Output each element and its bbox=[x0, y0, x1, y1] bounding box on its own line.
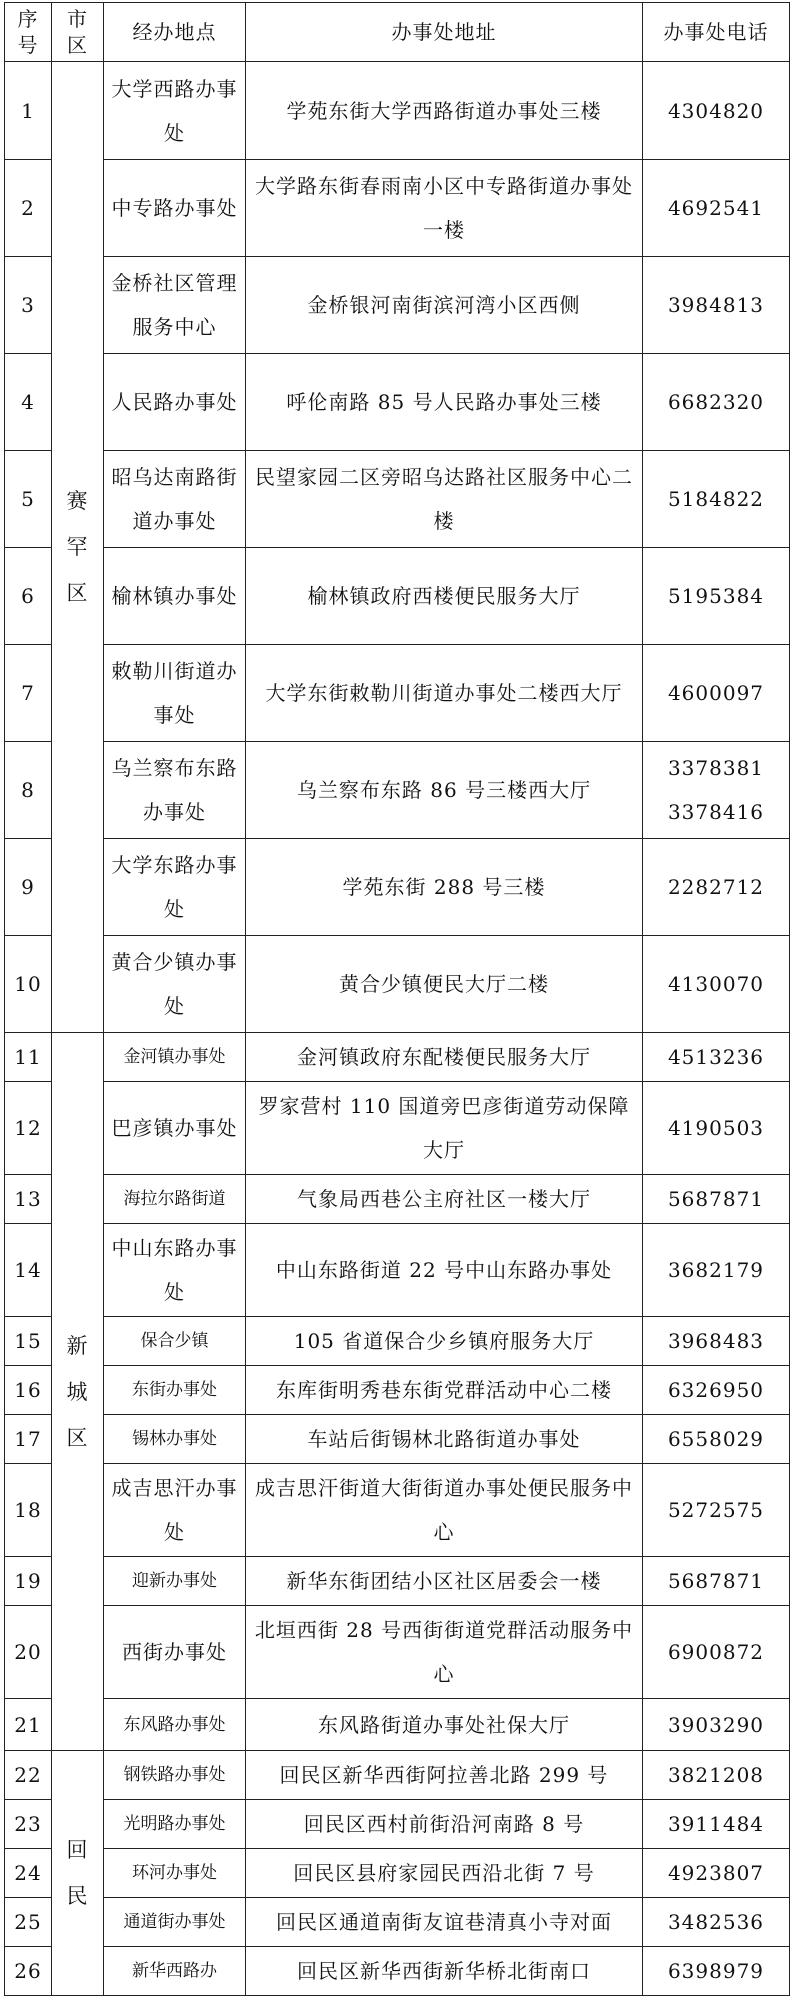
header-phone: 办事处电话 bbox=[643, 3, 790, 62]
office-name: 金桥社区管理服务中心 bbox=[104, 257, 246, 354]
office-address: 东库街明秀巷东街党群活动中心二楼 bbox=[246, 1366, 643, 1415]
office-phone bbox=[643, 548, 790, 645]
office-address: 大学路东街春雨南小区中专路街道办事处一楼 bbox=[246, 160, 643, 257]
office-directory-table bbox=[4, 2, 790, 1996]
office-phone bbox=[643, 451, 790, 548]
phone-number: 5184822 bbox=[667, 487, 765, 511]
table-row bbox=[5, 1699, 790, 1751]
table-row bbox=[5, 1317, 790, 1366]
row-index: 20 bbox=[5, 1606, 52, 1699]
office-address: 金桥银河南街滨河湾小区西侧 bbox=[246, 257, 643, 354]
office-address: 大学东街敕勒川街道办事处二楼西大厅 bbox=[246, 645, 643, 742]
office-name: 人民路办事处 bbox=[104, 354, 246, 451]
phone-number: 5687871 bbox=[667, 1569, 765, 1593]
table-row bbox=[5, 1751, 790, 1800]
office-name: 昭乌达南路街道办事处 bbox=[104, 451, 246, 548]
row-index: 8 bbox=[5, 742, 52, 839]
table-row bbox=[5, 1224, 790, 1317]
office-address: 学苑东街 288 号三楼 bbox=[246, 839, 643, 936]
row-index: 24 bbox=[5, 1849, 52, 1898]
row-index: 11 bbox=[5, 1033, 52, 1082]
office-address: 新华东街团结小区社区居委会一楼 bbox=[246, 1557, 643, 1606]
district-cell bbox=[52, 1033, 104, 1751]
district-cell bbox=[52, 62, 104, 1033]
office-phone bbox=[643, 1947, 790, 1996]
phone-number: 3911484 bbox=[667, 1812, 765, 1836]
office-name: 黄合少镇办事处 bbox=[104, 936, 246, 1033]
phone-number: 6900872 bbox=[667, 1640, 765, 1664]
office-name: 大学东路办事处 bbox=[104, 839, 246, 936]
phone-number: 4190503 bbox=[667, 1116, 765, 1140]
row-index: 12 bbox=[5, 1082, 52, 1175]
phone-number: 5195384 bbox=[667, 584, 765, 608]
row-index: 15 bbox=[5, 1317, 52, 1366]
phone-number: 4692541 bbox=[667, 196, 765, 220]
row-index: 16 bbox=[5, 1366, 52, 1415]
office-address: 黄合少镇便民大厅二楼 bbox=[246, 936, 643, 1033]
office-address: 回民区通道南街友谊巷清真小寺对面 bbox=[246, 1898, 643, 1947]
office-phone bbox=[643, 1606, 790, 1699]
phone-number: 3482536 bbox=[667, 1910, 765, 1934]
table-row bbox=[5, 354, 790, 451]
phone-number: 3903290 bbox=[667, 1712, 765, 1737]
header-address: 办事处地址 bbox=[246, 3, 643, 62]
office-phone bbox=[643, 1033, 790, 1082]
table-row bbox=[5, 548, 790, 645]
office-phone bbox=[643, 62, 790, 160]
office-phone bbox=[643, 1751, 790, 1800]
table-row bbox=[5, 451, 790, 548]
district-name: 赛罕区 bbox=[66, 489, 89, 605]
table-row bbox=[5, 1033, 790, 1082]
row-index: 25 bbox=[5, 1898, 52, 1947]
phone-number: 6558029 bbox=[667, 1427, 765, 1451]
office-phone bbox=[643, 936, 790, 1033]
office-phone bbox=[643, 1898, 790, 1947]
office-name: 中山东路办事处 bbox=[104, 1224, 246, 1317]
phone-number: 6682320 bbox=[667, 390, 765, 414]
row-index: 23 bbox=[5, 1800, 52, 1849]
office-address: 金河镇政府东配楼便民服务大厅 bbox=[246, 1033, 643, 1082]
phone-number: 4130070 bbox=[667, 972, 765, 996]
header-office: 经办地点 bbox=[104, 3, 246, 62]
row-index: 3 bbox=[5, 257, 52, 354]
office-address: 北垣西街 28 号西街街道党群活动服务中心 bbox=[246, 1606, 643, 1699]
office-name: 巴彦镇办事处 bbox=[104, 1082, 246, 1175]
office-phone bbox=[643, 645, 790, 742]
row-index: 18 bbox=[5, 1464, 52, 1557]
phone-number: 4304820 bbox=[667, 98, 765, 123]
office-name: 乌兰察布东路办事处 bbox=[104, 742, 246, 839]
office-address: 回民区新华西街阿拉善北路 299 号 bbox=[246, 1751, 643, 1800]
office-address: 回民区县府家园民西沿北街 7 号 bbox=[246, 1849, 643, 1898]
office-address: 回民区西村前街沿河南路 8 号 bbox=[246, 1800, 643, 1849]
phone-number: 3821208 bbox=[667, 1763, 765, 1787]
office-name: 榆林镇办事处 bbox=[104, 548, 246, 645]
office-name: 通道街办事处 bbox=[104, 1898, 246, 1947]
phone-number: 2282712 bbox=[667, 875, 765, 899]
office-address: 民望家园二区旁昭乌达路社区服务中心二楼 bbox=[246, 451, 643, 548]
phone-number: 3682179 bbox=[667, 1258, 765, 1282]
row-index: 26 bbox=[5, 1947, 52, 1996]
office-phone bbox=[643, 1317, 790, 1366]
office-address: 榆林镇政府西楼便民服务大厅 bbox=[246, 548, 643, 645]
office-address: 学苑东街大学西路街道办事处三楼 bbox=[246, 62, 643, 160]
row-index: 14 bbox=[5, 1224, 52, 1317]
header-district: 市区 bbox=[52, 3, 104, 62]
phone-number: 3968483 bbox=[667, 1329, 765, 1353]
office-name: 海拉尔路街道 bbox=[104, 1175, 246, 1224]
table-row bbox=[5, 62, 790, 160]
office-address: 车站后街锡林北路街道办事处 bbox=[246, 1415, 643, 1464]
office-name: 锡林办事处 bbox=[104, 1415, 246, 1464]
row-index: 9 bbox=[5, 839, 52, 936]
table-row bbox=[5, 1557, 790, 1606]
office-phone bbox=[643, 1082, 790, 1175]
row-index: 1 bbox=[5, 62, 52, 160]
office-name: 迎新办事处 bbox=[104, 1557, 246, 1606]
table-row bbox=[5, 1800, 790, 1849]
office-name: 中专路办事处 bbox=[104, 160, 246, 257]
office-address: 中山东路街道 22 号中山东路办事处 bbox=[246, 1224, 643, 1317]
row-index: 7 bbox=[5, 645, 52, 742]
table-row bbox=[5, 1415, 790, 1464]
office-phone bbox=[643, 1415, 790, 1464]
phone-number: 4600097 bbox=[667, 681, 765, 705]
office-phone bbox=[643, 1699, 790, 1751]
office-phone bbox=[643, 1224, 790, 1317]
header-index: 序号 bbox=[5, 3, 52, 62]
office-name: 敕勒川街道办事处 bbox=[104, 645, 246, 742]
office-name: 东街办事处 bbox=[104, 1366, 246, 1415]
office-phone bbox=[643, 160, 790, 257]
table-row bbox=[5, 645, 790, 742]
table-row bbox=[5, 936, 790, 1033]
office-name: 西街办事处 bbox=[104, 1606, 246, 1699]
district-cell bbox=[52, 1751, 104, 1996]
table-body bbox=[5, 62, 790, 1996]
table-row bbox=[5, 1947, 790, 1996]
table-row bbox=[5, 160, 790, 257]
table-row bbox=[5, 1606, 790, 1699]
table-row bbox=[5, 1849, 790, 1898]
phone-number: 4923807 bbox=[667, 1861, 765, 1885]
office-name: 新华西路办 bbox=[104, 1947, 246, 1996]
office-address: 东风路街道办事处社保大厅 bbox=[246, 1699, 643, 1751]
row-index: 19 bbox=[5, 1557, 52, 1606]
table-row bbox=[5, 1175, 790, 1224]
office-name: 金河镇办事处 bbox=[104, 1033, 246, 1082]
row-index: 21 bbox=[5, 1699, 52, 1751]
office-phone bbox=[643, 257, 790, 354]
office-name: 保合少镇 bbox=[104, 1317, 246, 1366]
phone-number: 3378416 bbox=[667, 800, 765, 824]
phone-number: 4513236 bbox=[667, 1045, 765, 1069]
office-address: 呼伦南路 85 号人民路办事处三楼 bbox=[246, 354, 643, 451]
office-address: 气象局西巷公主府社区一楼大厅 bbox=[246, 1175, 643, 1224]
office-name: 光明路办事处 bbox=[104, 1800, 246, 1849]
office-phone bbox=[643, 1849, 790, 1898]
office-phone bbox=[643, 1800, 790, 1849]
office-phone bbox=[643, 1464, 790, 1557]
phone-number: 3984813 bbox=[667, 293, 765, 317]
office-address: 回民区新华西街新华桥北街南口 bbox=[246, 1947, 643, 1996]
row-index: 13 bbox=[5, 1175, 52, 1224]
office-name: 环河办事处 bbox=[104, 1849, 246, 1898]
row-index: 17 bbox=[5, 1415, 52, 1464]
office-phone bbox=[643, 1557, 790, 1606]
table-row bbox=[5, 1366, 790, 1415]
office-name: 钢铁路办事处 bbox=[104, 1751, 246, 1800]
office-name: 东风路办事处 bbox=[104, 1699, 246, 1751]
row-index: 5 bbox=[5, 451, 52, 548]
office-name: 大学西路办事处 bbox=[104, 62, 246, 160]
row-index: 6 bbox=[5, 548, 52, 645]
row-index: 10 bbox=[5, 936, 52, 1033]
phone-number: 5272575 bbox=[667, 1498, 765, 1522]
district-name: 回民 bbox=[66, 1838, 89, 1908]
office-address: 罗家营村 110 国道旁巴彦街道劳动保障大厅 bbox=[246, 1082, 643, 1175]
table-row bbox=[5, 839, 790, 936]
office-phone bbox=[643, 1366, 790, 1415]
phone-number: 3378381 bbox=[667, 756, 765, 780]
office-address: 成吉思汗街道大街街道办事处便民服务中心 bbox=[246, 1464, 643, 1557]
phone-number: 6326950 bbox=[667, 1378, 765, 1402]
office-address: 105 省道保合少乡镇府服务大厅 bbox=[246, 1317, 643, 1366]
office-name: 成吉思汗办事处 bbox=[104, 1464, 246, 1557]
table-row bbox=[5, 1082, 790, 1175]
office-phone bbox=[643, 839, 790, 936]
office-address: 乌兰察布东路 86 号三楼西大厅 bbox=[246, 742, 643, 839]
header-row bbox=[5, 3, 790, 62]
row-index: 22 bbox=[5, 1751, 52, 1800]
table-row bbox=[5, 1464, 790, 1557]
table-row bbox=[5, 257, 790, 354]
phone-number: 5687871 bbox=[667, 1187, 765, 1211]
office-phone bbox=[643, 1175, 790, 1224]
row-index: 2 bbox=[5, 160, 52, 257]
phone-number: 6398979 bbox=[667, 1959, 765, 1983]
table-row bbox=[5, 1898, 790, 1947]
office-phone bbox=[643, 742, 790, 839]
row-index: 4 bbox=[5, 354, 52, 451]
office-phone bbox=[643, 354, 790, 451]
district-name: 新城区 bbox=[66, 1333, 89, 1450]
table-row bbox=[5, 742, 790, 839]
